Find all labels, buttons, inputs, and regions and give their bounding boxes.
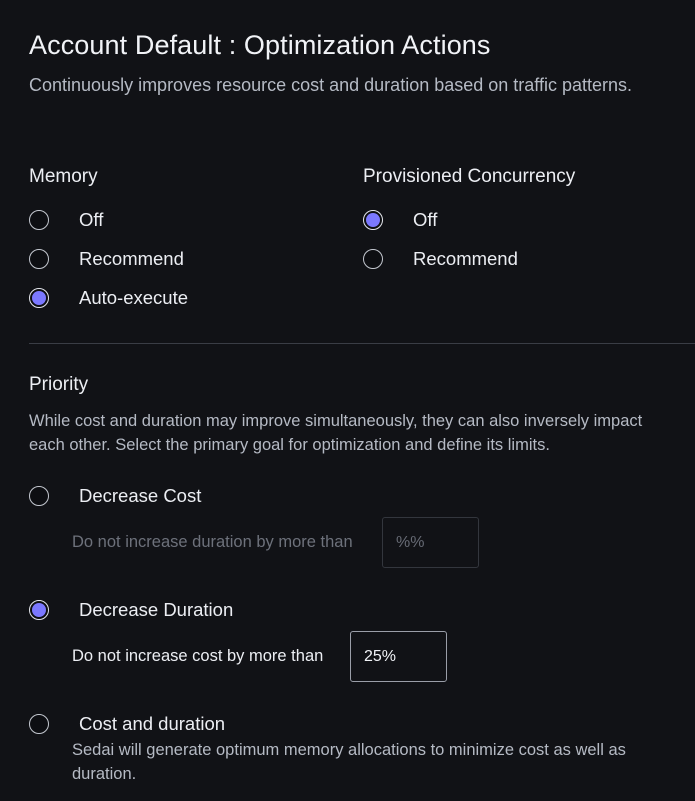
memory-option-recommend[interactable] (29, 248, 184, 270)
memory-auto-execute-radio[interactable] (29, 288, 49, 308)
memory-option-off[interactable] (29, 209, 103, 231)
concurrency-off-radio[interactable] (363, 210, 383, 230)
memory-section-label: Memory (29, 166, 98, 187)
decrease-cost-label: Decrease Cost (79, 485, 202, 506)
cost-and-duration-label: Cost and duration (79, 713, 226, 734)
decrease-cost-radio[interactable] (29, 486, 49, 506)
memory-recommend-radio[interactable] (29, 249, 49, 269)
radio-dot-icon (32, 603, 46, 617)
concurrency-off-label: Off (413, 209, 438, 230)
radio-dot-icon (366, 213, 380, 227)
memory-recommend-label: Recommend (79, 248, 184, 269)
concurrency-recommend-label: Recommend (413, 248, 518, 269)
cost-limit-text: Do not increase cost by more than (72, 647, 324, 665)
radio-dot-icon (32, 291, 46, 305)
cost-and-duration-radio[interactable] (29, 714, 49, 734)
priority-option-decrease-cost[interactable] (29, 485, 201, 507)
provisioned-concurrency-section-label: Provisioned Concurrency (363, 166, 576, 187)
memory-off-radio[interactable] (29, 210, 49, 230)
duration-limit-text: Do not increase duration by more than (72, 533, 353, 551)
memory-option-auto-execute[interactable] (29, 287, 188, 309)
decrease-duration-label: Decrease Duration (79, 599, 234, 620)
duration-limit-input[interactable] (382, 517, 479, 568)
priority-option-cost-and-duration[interactable] (29, 713, 225, 735)
priority-option-decrease-duration[interactable] (29, 599, 233, 621)
concurrency-option-recommend[interactable] (363, 248, 518, 270)
memory-auto-execute-label: Auto-execute (79, 287, 189, 308)
page-subtitle: Continuously improves resource cost and duration based on traffic patterns. (29, 75, 632, 95)
cost-limit-input[interactable] (350, 631, 447, 682)
decrease-duration-radio[interactable] (29, 600, 49, 620)
priority-section-label: Priority (29, 374, 89, 395)
cost-and-duration-description: Sedai will generate optimum memory allocations to minimize cost as well as duration. (72, 741, 626, 783)
concurrency-option-off[interactable] (363, 209, 437, 231)
section-divider (29, 343, 695, 344)
memory-off-label: Off (79, 209, 104, 230)
concurrency-recommend-radio[interactable] (363, 249, 383, 269)
priority-description: While cost and duration may improve simultaneously, they can also inversely impact each other. Select the primary goal for optimization and define its limits. (29, 412, 643, 454)
page-title: Account Default : Optimization Actions (29, 30, 491, 60)
